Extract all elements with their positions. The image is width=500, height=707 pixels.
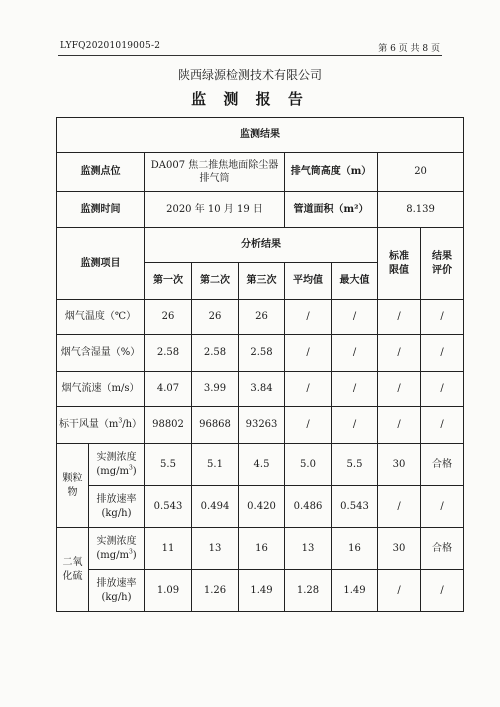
row-label-post: /h） <box>122 419 143 431</box>
table-row <box>57 372 464 407</box>
cell: 16 <box>239 528 285 570</box>
pm-conc-unit <box>90 465 143 479</box>
page-indicator: 第 6 页 共 8 页 <box>378 44 440 54</box>
cell: 0.543 <box>145 486 192 528</box>
table-row <box>57 444 464 486</box>
cell: 26 <box>239 300 285 335</box>
cell: 5.0 <box>285 444 332 486</box>
row-label-pre: 标干风量（m <box>58 419 119 431</box>
table-row <box>57 528 464 570</box>
cell: 96868 <box>192 407 239 444</box>
cell: / <box>421 486 464 528</box>
pm-label <box>57 444 89 528</box>
unit-post: ) <box>132 465 137 477</box>
pm-rate-unit: (kg/h) <box>101 507 132 519</box>
duct-area-value: 8.139 <box>378 192 464 228</box>
limit-label <box>378 228 421 300</box>
cell: / <box>421 300 464 335</box>
cell: 26 <box>192 300 239 335</box>
so2-rate-unit: (kg/h) <box>101 591 132 603</box>
cell: 11 <box>145 528 192 570</box>
so2-rate-label <box>89 570 145 612</box>
cell: / <box>332 372 378 407</box>
unit-sup: 3 <box>128 548 133 556</box>
cell: 13 <box>192 528 239 570</box>
so2-conc-unit <box>90 549 143 563</box>
cell: / <box>378 335 421 372</box>
cell: 0.420 <box>239 486 285 528</box>
col-header-second: 第二次 <box>192 263 239 300</box>
row-label: 烟气温度（℃） <box>57 300 145 335</box>
cell: 13 <box>285 528 332 570</box>
cell: 合格 <box>421 528 464 570</box>
table-row <box>57 486 464 528</box>
cell: / <box>285 372 332 407</box>
cell: 93263 <box>239 407 285 444</box>
pm-rate-label-text: 排放速率 <box>96 494 137 505</box>
point-value-line2: 排气筒 <box>199 173 230 184</box>
so2-label-line2: 化硫 <box>62 570 83 582</box>
unit-pre: (mg/m <box>96 465 129 477</box>
cell: 0.486 <box>285 486 332 528</box>
analysis-label: 分析结果 <box>145 228 378 263</box>
cell: 3.84 <box>239 372 285 407</box>
cell: / <box>378 486 421 528</box>
row-label: 烟气流速（m/s） <box>57 372 145 407</box>
stack-height-value: 20 <box>378 153 464 192</box>
cell: 5.5 <box>145 444 192 486</box>
cell: 3.99 <box>192 372 239 407</box>
cell: / <box>378 570 421 612</box>
unit-sup: 3 <box>128 464 133 472</box>
report-title: 监 测 报 告 <box>191 90 309 108</box>
cell: 26 <box>145 300 192 335</box>
cell: / <box>332 300 378 335</box>
cell: 5.5 <box>332 444 378 486</box>
col-header-average: 平均值 <box>285 263 332 300</box>
pm-label-line2: 物 <box>67 486 78 498</box>
cell: / <box>332 335 378 372</box>
item-label: 监测项目 <box>57 228 145 300</box>
pm-label-line1: 颗粒 <box>62 473 83 484</box>
duct-area-label: 管道面积（m²） <box>285 192 378 228</box>
cell: / <box>285 300 332 335</box>
cell: 2.58 <box>145 335 192 372</box>
limit-label-line1: 标准 <box>389 251 409 262</box>
stack-height-label: 排气筒高度（m） <box>285 153 378 192</box>
document-number: LYFQ20201019005-2 <box>60 41 161 51</box>
cell: 4.5 <box>239 444 285 486</box>
cell: 16 <box>332 528 378 570</box>
col-header-third: 第三次 <box>239 263 285 300</box>
table-row <box>57 300 464 335</box>
point-value <box>145 153 285 192</box>
pm-rate-label <box>89 486 145 528</box>
cell: 合格 <box>421 444 464 486</box>
pm-conc-label-text: 实测浓度 <box>96 452 137 463</box>
unit-pre: (mg/m <box>96 549 129 561</box>
so2-conc-label-text: 实测浓度 <box>96 536 137 547</box>
cell: 1.28 <box>285 570 332 612</box>
cell: / <box>421 407 464 444</box>
cell: 5.1 <box>192 444 239 486</box>
cell: 2.58 <box>192 335 239 372</box>
evaluation-label-line1: 结果 <box>432 251 453 262</box>
so2-rate-label-text: 排放速率 <box>96 578 137 589</box>
row-label: 烟气含湿量（%） <box>57 335 145 372</box>
cell: 1.49 <box>332 570 378 612</box>
col-header-first: 第一次 <box>145 263 192 300</box>
so2-label-line1: 二氧 <box>62 557 83 568</box>
so2-conc-label <box>89 528 145 570</box>
cell: / <box>421 570 464 612</box>
cell: 1.26 <box>192 570 239 612</box>
table-row <box>57 335 464 372</box>
table-row <box>57 570 464 612</box>
so2-label <box>57 528 89 612</box>
evaluation-label <box>421 228 464 300</box>
header-divider <box>58 55 442 56</box>
cell: 0.494 <box>192 486 239 528</box>
monitoring-results-table <box>56 117 464 612</box>
cell: 2.58 <box>239 335 285 372</box>
time-label: 监测时间 <box>57 192 145 228</box>
time-value: 2020 年 10 月 19 日 <box>145 192 285 228</box>
point-label: 监测点位 <box>57 153 145 192</box>
cell: 1.09 <box>145 570 192 612</box>
cell: 4.07 <box>145 372 192 407</box>
limit-label-line2: 限值 <box>389 264 409 276</box>
cell: / <box>421 372 464 407</box>
cell: 30 <box>378 528 421 570</box>
section-title: 监测结果 <box>57 118 464 153</box>
cell: / <box>378 407 421 444</box>
col-header-max: 最大值 <box>332 263 378 300</box>
cell: / <box>332 407 378 444</box>
point-value-line1: DA007 焦二推焦地面除尘器 <box>150 159 279 171</box>
pm-conc-label <box>89 444 145 486</box>
cell: / <box>378 300 421 335</box>
cell: / <box>285 407 332 444</box>
cell: / <box>378 372 421 407</box>
cell: 30 <box>378 444 421 486</box>
cell: / <box>421 335 464 372</box>
row-label-sup: 3 <box>118 417 123 425</box>
cell: / <box>285 335 332 372</box>
company-name: 陕西绿源检测技术有限公司 <box>177 68 322 82</box>
table-row <box>57 407 464 444</box>
row-label <box>57 407 145 444</box>
cell: 1.49 <box>239 570 285 612</box>
evaluation-label-line2: 评价 <box>432 264 453 276</box>
unit-post: ) <box>132 549 137 561</box>
cell: 98802 <box>145 407 192 444</box>
cell: 0.543 <box>332 486 378 528</box>
